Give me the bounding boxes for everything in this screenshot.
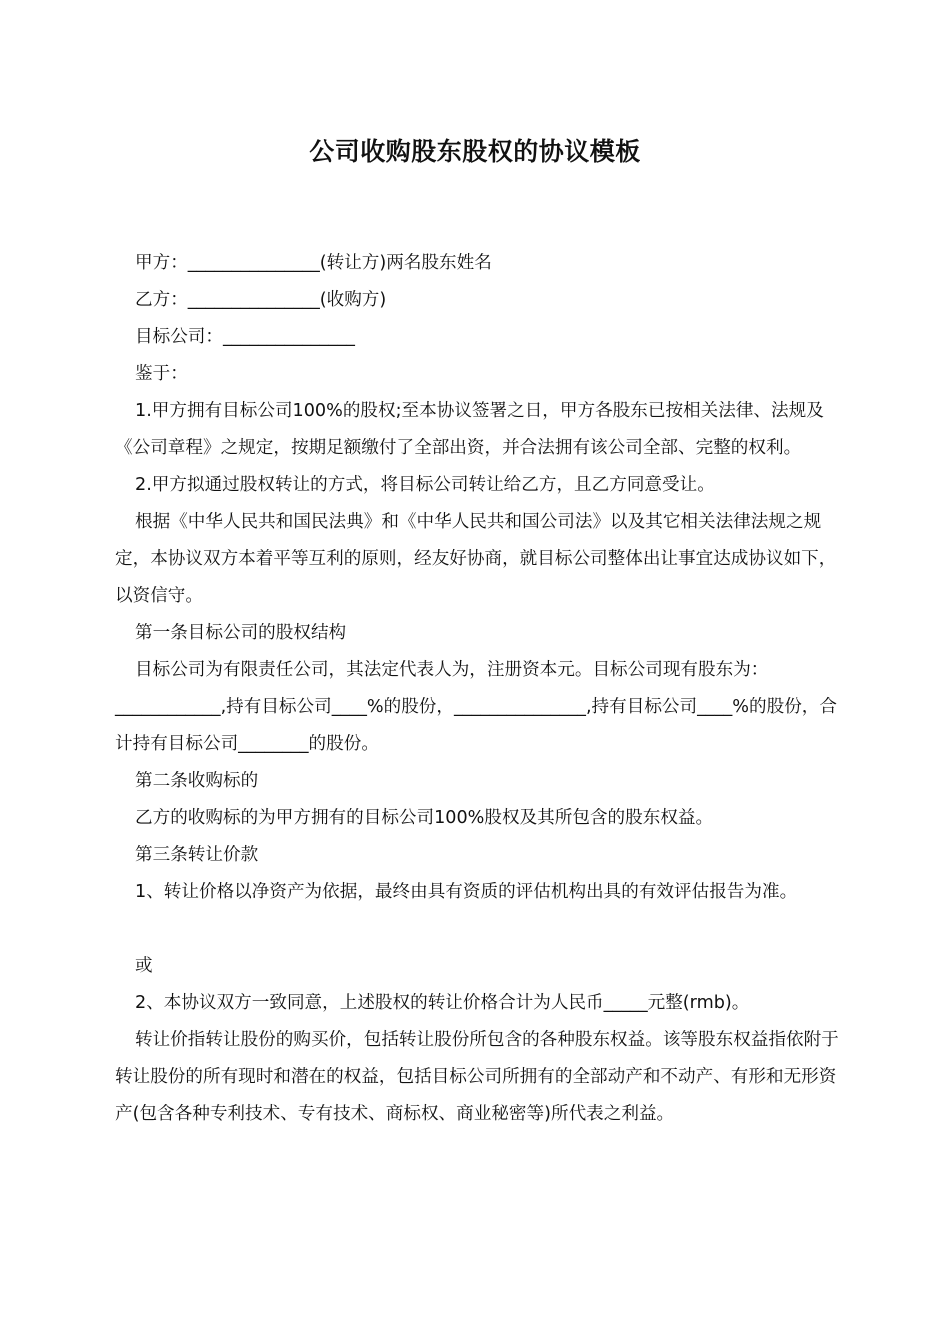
article-2-body: 乙方的收购标的为甲方拥有的目标公司100%股权及其所包含的股东权益。 [135,808,714,828]
document-body [115,245,840,1133]
document-title: 公司收购股东股权的协议模板 [309,137,641,166]
party-a-line: 甲方：_______________(转让方)两名股东姓名 [135,253,492,273]
party-b-line: 乙方：_______________(收购方) [135,290,387,310]
whereas-heading: 鉴于： [135,364,188,384]
article-1-body: 目标公司为有限责任公司，其法定代表人为，注册资本元。目标公司现有股东为：____________,持有目标公司____%的股份，_______________,持有目标公司____%的股份，合计持有目标公司________的股份。 [115,660,837,754]
recital-1: 1.甲方拥有目标公司100%的股权;至本协议签署之日，甲方各股东已按相关法律、法规及《公司章程》之规定，按期足额缴付了全部出资，并合法拥有该公司全部、完整的权利。 [115,401,824,458]
article-2-heading: 第二条收购标的 [135,771,259,791]
article-3-item-2: 2、本协议双方一致同意，上述股权的转让价格合计为人民币_____元整(rmb)。 [135,993,750,1013]
article-3-item-1: 1、转让价格以净资产为依据，最终由具有资质的评估机构出具的有效评估报告为准。 [135,882,798,902]
transfer-price-definition: 转让价指转让股份的购买价，包括转让股份所包含的各种股东权益。该等股东权益指依附于转让股份的所有现时和潜在的权益，包括目标公司所拥有的全部动产和不动产、有形和无形资产(包含各种专利技术、专有技术、商标权、商业秘密等)所代表之利益。 [115,1030,839,1124]
recital-2: 2.甲方拟通过股权转让的方式，将目标公司转让给乙方，且乙方同意受让。 [135,475,715,495]
blank-line [115,911,840,948]
legal-basis-paragraph: 根据《中华人民共和国民法典》和《中华人民共和国公司法》以及其它相关法律法规之规定，本协议双方本着平等互利的原则，经友好协商，就目标公司整体出让事宜达成协议如下，以资信守。 [115,512,837,606]
article-3-heading: 第三条转让价款 [135,845,259,865]
target-company-line: 目标公司：_______________ [135,327,355,347]
article-1-heading: 第一条目标公司的股权结构 [135,623,347,643]
or-line: 或 [135,956,153,976]
